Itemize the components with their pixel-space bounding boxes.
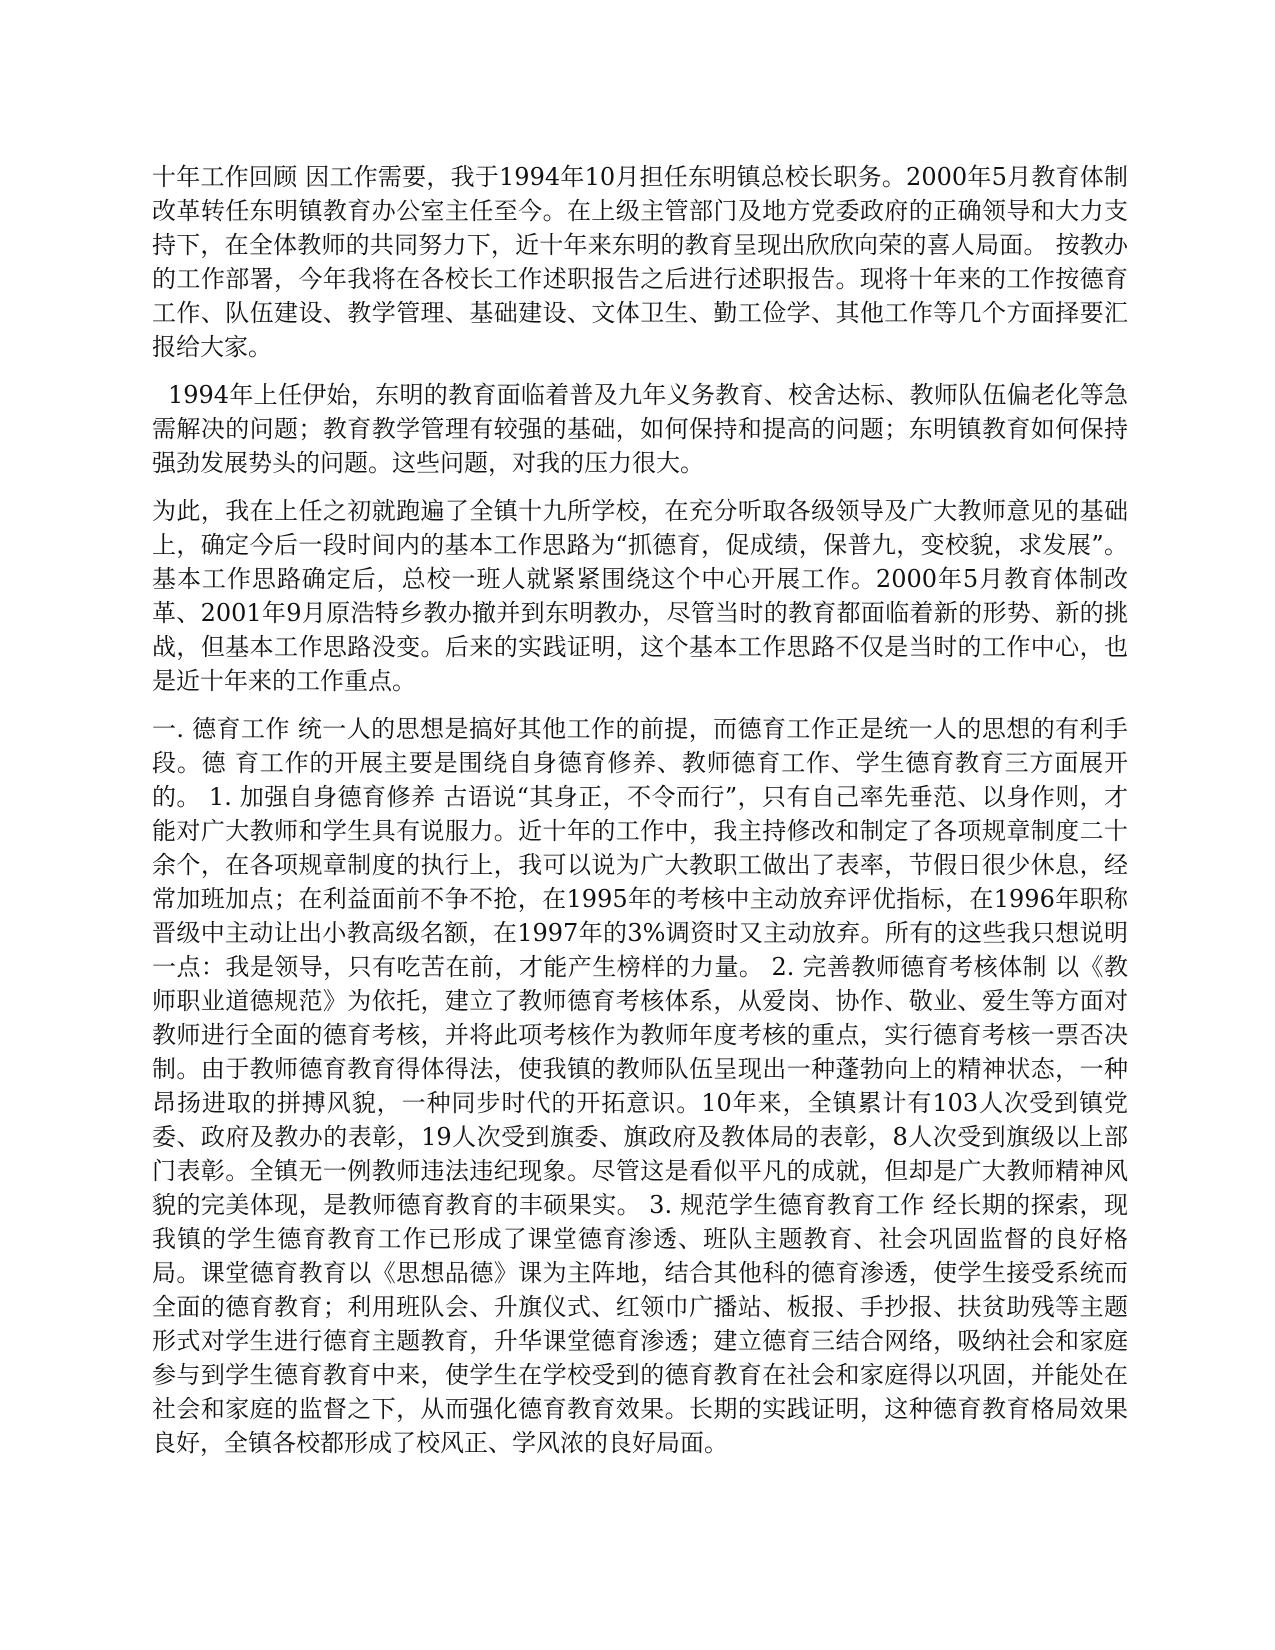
paragraph-work-approach: 为此，我在上任之初就跑遍了全镇十九所学校，在充分听取各级领导及广大教师意见的基础上，确定今后一段时间内的基本工作思路为“抓德育，促成绩，保普九，变校貌，求发展”。基本工作思路确定后，总校一班人就紧紧围绕这个中心开展工作。2000年5月教育体制改革、2001年9月原浩特乡教办撤并到东明教办，尽管当时的教育都面临着新的形势、新的挑战，但基本工作思路没变。后来的实践证明，这个基本工作思路不仅是当时的工作中心，也是近十年来的工作重点。 — [152, 497, 1128, 695]
paragraph-1994: 1994年上任伊始，东明的教育面临着普及九年义务教育、校舍达标、教师队伍偏老化等急需解决的问题；教育教学管理有较强的基础，如何保持和提高的问题；东明镇教育如何保持强劲发展势头的问题。这些问题，对我的压力很大。 — [152, 381, 1128, 477]
paragraph-intro: 十年工作回顾 因工作需要，我于1994年10月担任东明镇总校长职务。2000年5月教育体制改革转任东明镇教育办公室主任至今。在上级主管部门及地方党委政府的正确领导和大力支持下，在全体教师的共同努力下，近十年来东明的教育呈现出欣欣向荣的喜人局面。 按教办的工作部署，今年我将在各校长工作述职报告之后进行述职报告。现将十年来的工作按德育工作、队伍建设、教学管理、基础建设、文体卫生、勤工俭学、其他工作等几个方面择要汇报给大家。 — [152, 163, 1128, 361]
document-page — [152, 160, 1128, 1474]
paragraph-moral-education: 一. 德育工作 统一人的思想是搞好其他工作的前提，而德育工作正是统一人的思想的有利手段。德 育工作的开展主要是围绕自身德育修养、教师德育工作、学生德育教育三方面展开的。 1. 加强自身德育修养 古语说“其身正，不令而行”，只有自己率先垂范、以身作则，才能对广大教师和学生具有说服力。近十年的工作中，我主持修改和制定了各项规章制度二十余个，在各项规章制度的执行上，我可以说为广大教职工做出了表率，节假日很少休息，经常加班加点；在利益面前不争不抢，在1995年的考核中主动放弃评优指标，在1996年职称晋级中主动让出小教高级名额，在1997年的3%调资时又主动放弃。所有的这些我只想说明一点：我是领导，只有吃苦在前，才能产生榜样的力量。 2. 完善教师德育考核体制 以《教师职业道德规范》为依托，建立了教师德育考核体系，从爱岗、协作、敬业、爱生等方面对教师进行全面的德育考核，并将此项考核作为教师年度考核的重点，实行德育考核一票否决制。由于教师德育教育得体得法，使我镇的教师队伍呈现出一种蓬勃向上的精神状态，一种昂扬进取的拼搏风貌，一种同步时代的开拓意识。10年来，全镇累计有103人次受到镇党委、政府及教办的表彰，19人次受到旗委、旗政府及教体局的表彰，8人次受到旗级以上部门表彰。全镇无一例教师违法违纪现象。尽管这是看似平凡的成就，但却是广大教师精神风貌的完美体现，是教师德育教育的丰硕果实。 3. 规范学生德育教育工作 经长期的探索，现我镇的学生德育教育工作已形成了课堂德育渗透、班队主题教育、社会巩固监督的良好格局。课堂德育教育以《思想品德》课为主阵地，结合其他科的德育渗透，使学生接受系统而全面的德育教育；利用班队会、升旗仪式、红领巾广播站、板报、手抄报、扶贫助残等主题形式对学生进行德育主题教育，升华课堂德育渗透；建立德育三结合网络，吸纳社会和家庭参与到学生德育教育中来，使学生在学校受到的德育教育在社会和家庭得以巩固，并能处在社会和家庭的监督之下，从而强化德育教育效果。长期的实践证明，这种德育教育格局效果良好，全镇各校都形成了校风正、学风浓的良好局面。 — [152, 715, 1128, 1457]
